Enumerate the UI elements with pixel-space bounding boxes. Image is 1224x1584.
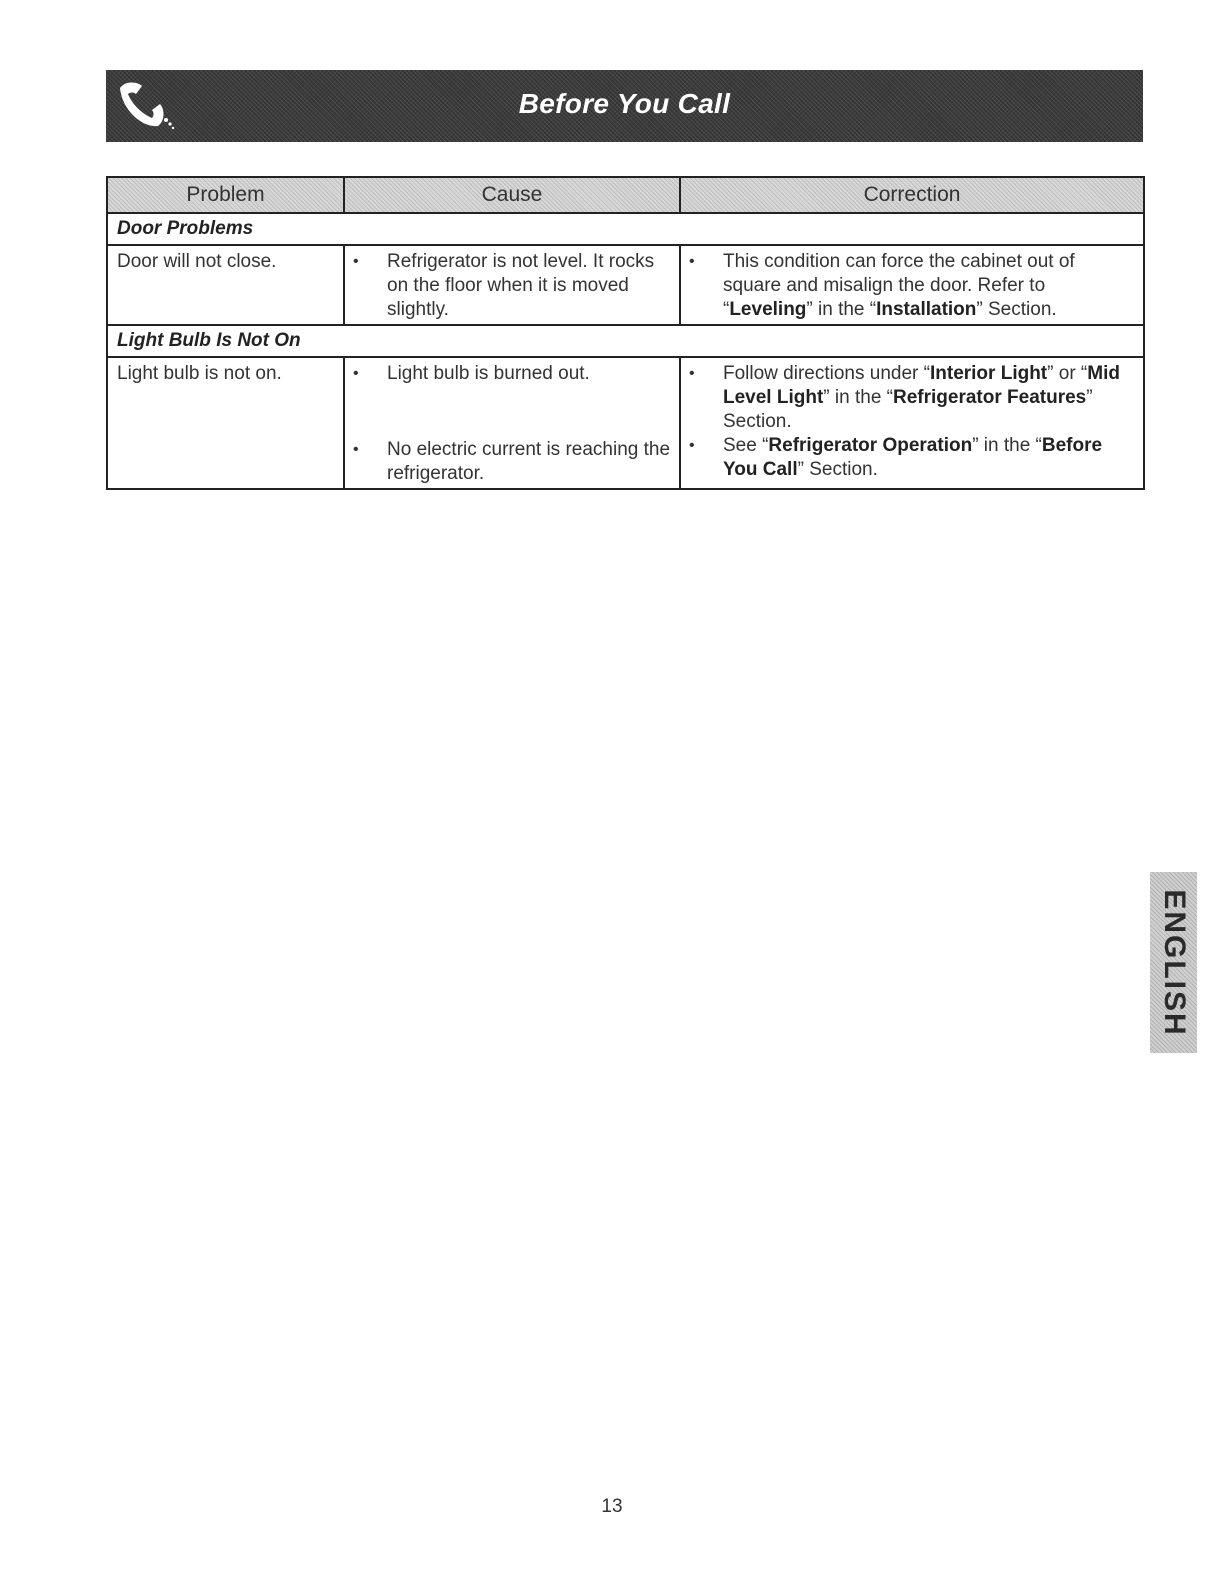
spacer <box>345 412 679 438</box>
text-segment: ” in the “ <box>823 387 893 408</box>
bullet-icon: • <box>353 365 359 382</box>
cause-cell <box>344 245 680 325</box>
telephone-handset-icon <box>112 76 182 136</box>
section-heading: Door Problems <box>107 213 1144 245</box>
language-tab <box>1150 872 1197 1053</box>
text-segment: This condition can force the cabinet out of square and misalign the door. Refer to “ <box>723 251 1075 320</box>
bullet-icon: • <box>353 441 359 458</box>
text-segment: See “ <box>723 435 769 456</box>
correction-cell <box>680 357 1144 489</box>
correction-text <box>723 251 1075 320</box>
column-header-correction: Correction <box>680 177 1144 213</box>
column-header-problem: Problem <box>107 177 344 213</box>
problem-cell: Light bulb is not on. <box>107 357 344 489</box>
page-title: Before You Call <box>518 88 731 119</box>
column-header-cause: Cause <box>344 177 680 213</box>
bold-reference-text: Before You Call <box>723 435 1103 480</box>
spacer <box>345 386 679 412</box>
correction-text <box>723 435 1102 480</box>
problem-cell: Door will not close. <box>107 245 344 325</box>
bullet-icon: • <box>689 365 695 382</box>
language-tab-label: ENGLISH <box>1157 888 1191 1037</box>
text-segment: ” Section. <box>723 387 1093 432</box>
section-heading-row <box>107 213 1144 245</box>
text-segment: ” Section. <box>797 459 878 480</box>
correction-item <box>681 434 1143 482</box>
correction-text <box>723 363 1120 432</box>
bullet-icon: • <box>689 253 695 270</box>
cause-text: No electric current is reaching the refrigerator. <box>387 439 671 484</box>
header-banner <box>106 70 1143 142</box>
cause-item <box>345 250 679 322</box>
correction-item <box>681 250 1143 322</box>
text-segment: ” Section. <box>976 299 1057 320</box>
text-segment: ” in the “ <box>806 299 877 320</box>
bold-reference-text: Leveling <box>729 299 807 320</box>
cause-item <box>345 362 679 386</box>
troubleshooting-table <box>106 176 1145 490</box>
bold-reference-text: Interior Light <box>929 363 1048 384</box>
bullet-icon: • <box>353 253 359 270</box>
bullet-icon: • <box>689 437 695 454</box>
text-segment: Follow directions under “ <box>723 363 930 384</box>
text-segment: ” or “ <box>1047 363 1088 384</box>
bold-reference-text: Mid Level Light <box>723 363 1120 408</box>
bold-reference-text: Installation <box>876 299 977 320</box>
table-row <box>107 245 1144 325</box>
bold-reference-text: Refrigerator Features <box>893 387 1087 408</box>
section-heading-row <box>107 325 1144 357</box>
correction-item <box>681 362 1143 434</box>
cause-cell <box>344 357 680 489</box>
bold-reference-text: Refrigerator Operation <box>768 435 973 456</box>
section-heading: Light Bulb Is Not On <box>107 325 1144 357</box>
text-segment: ” in the “ <box>972 435 1042 456</box>
table-header-row <box>107 177 1144 213</box>
cause-text: Light bulb is burned out. <box>387 363 590 384</box>
table-row <box>107 357 1144 489</box>
page-number: 13 <box>601 1496 623 1517</box>
correction-cell <box>680 245 1144 325</box>
cause-item <box>345 438 679 486</box>
cause-text: Refrigerator is not level. It rocks on the floor when it is moved slightly. <box>387 251 655 320</box>
